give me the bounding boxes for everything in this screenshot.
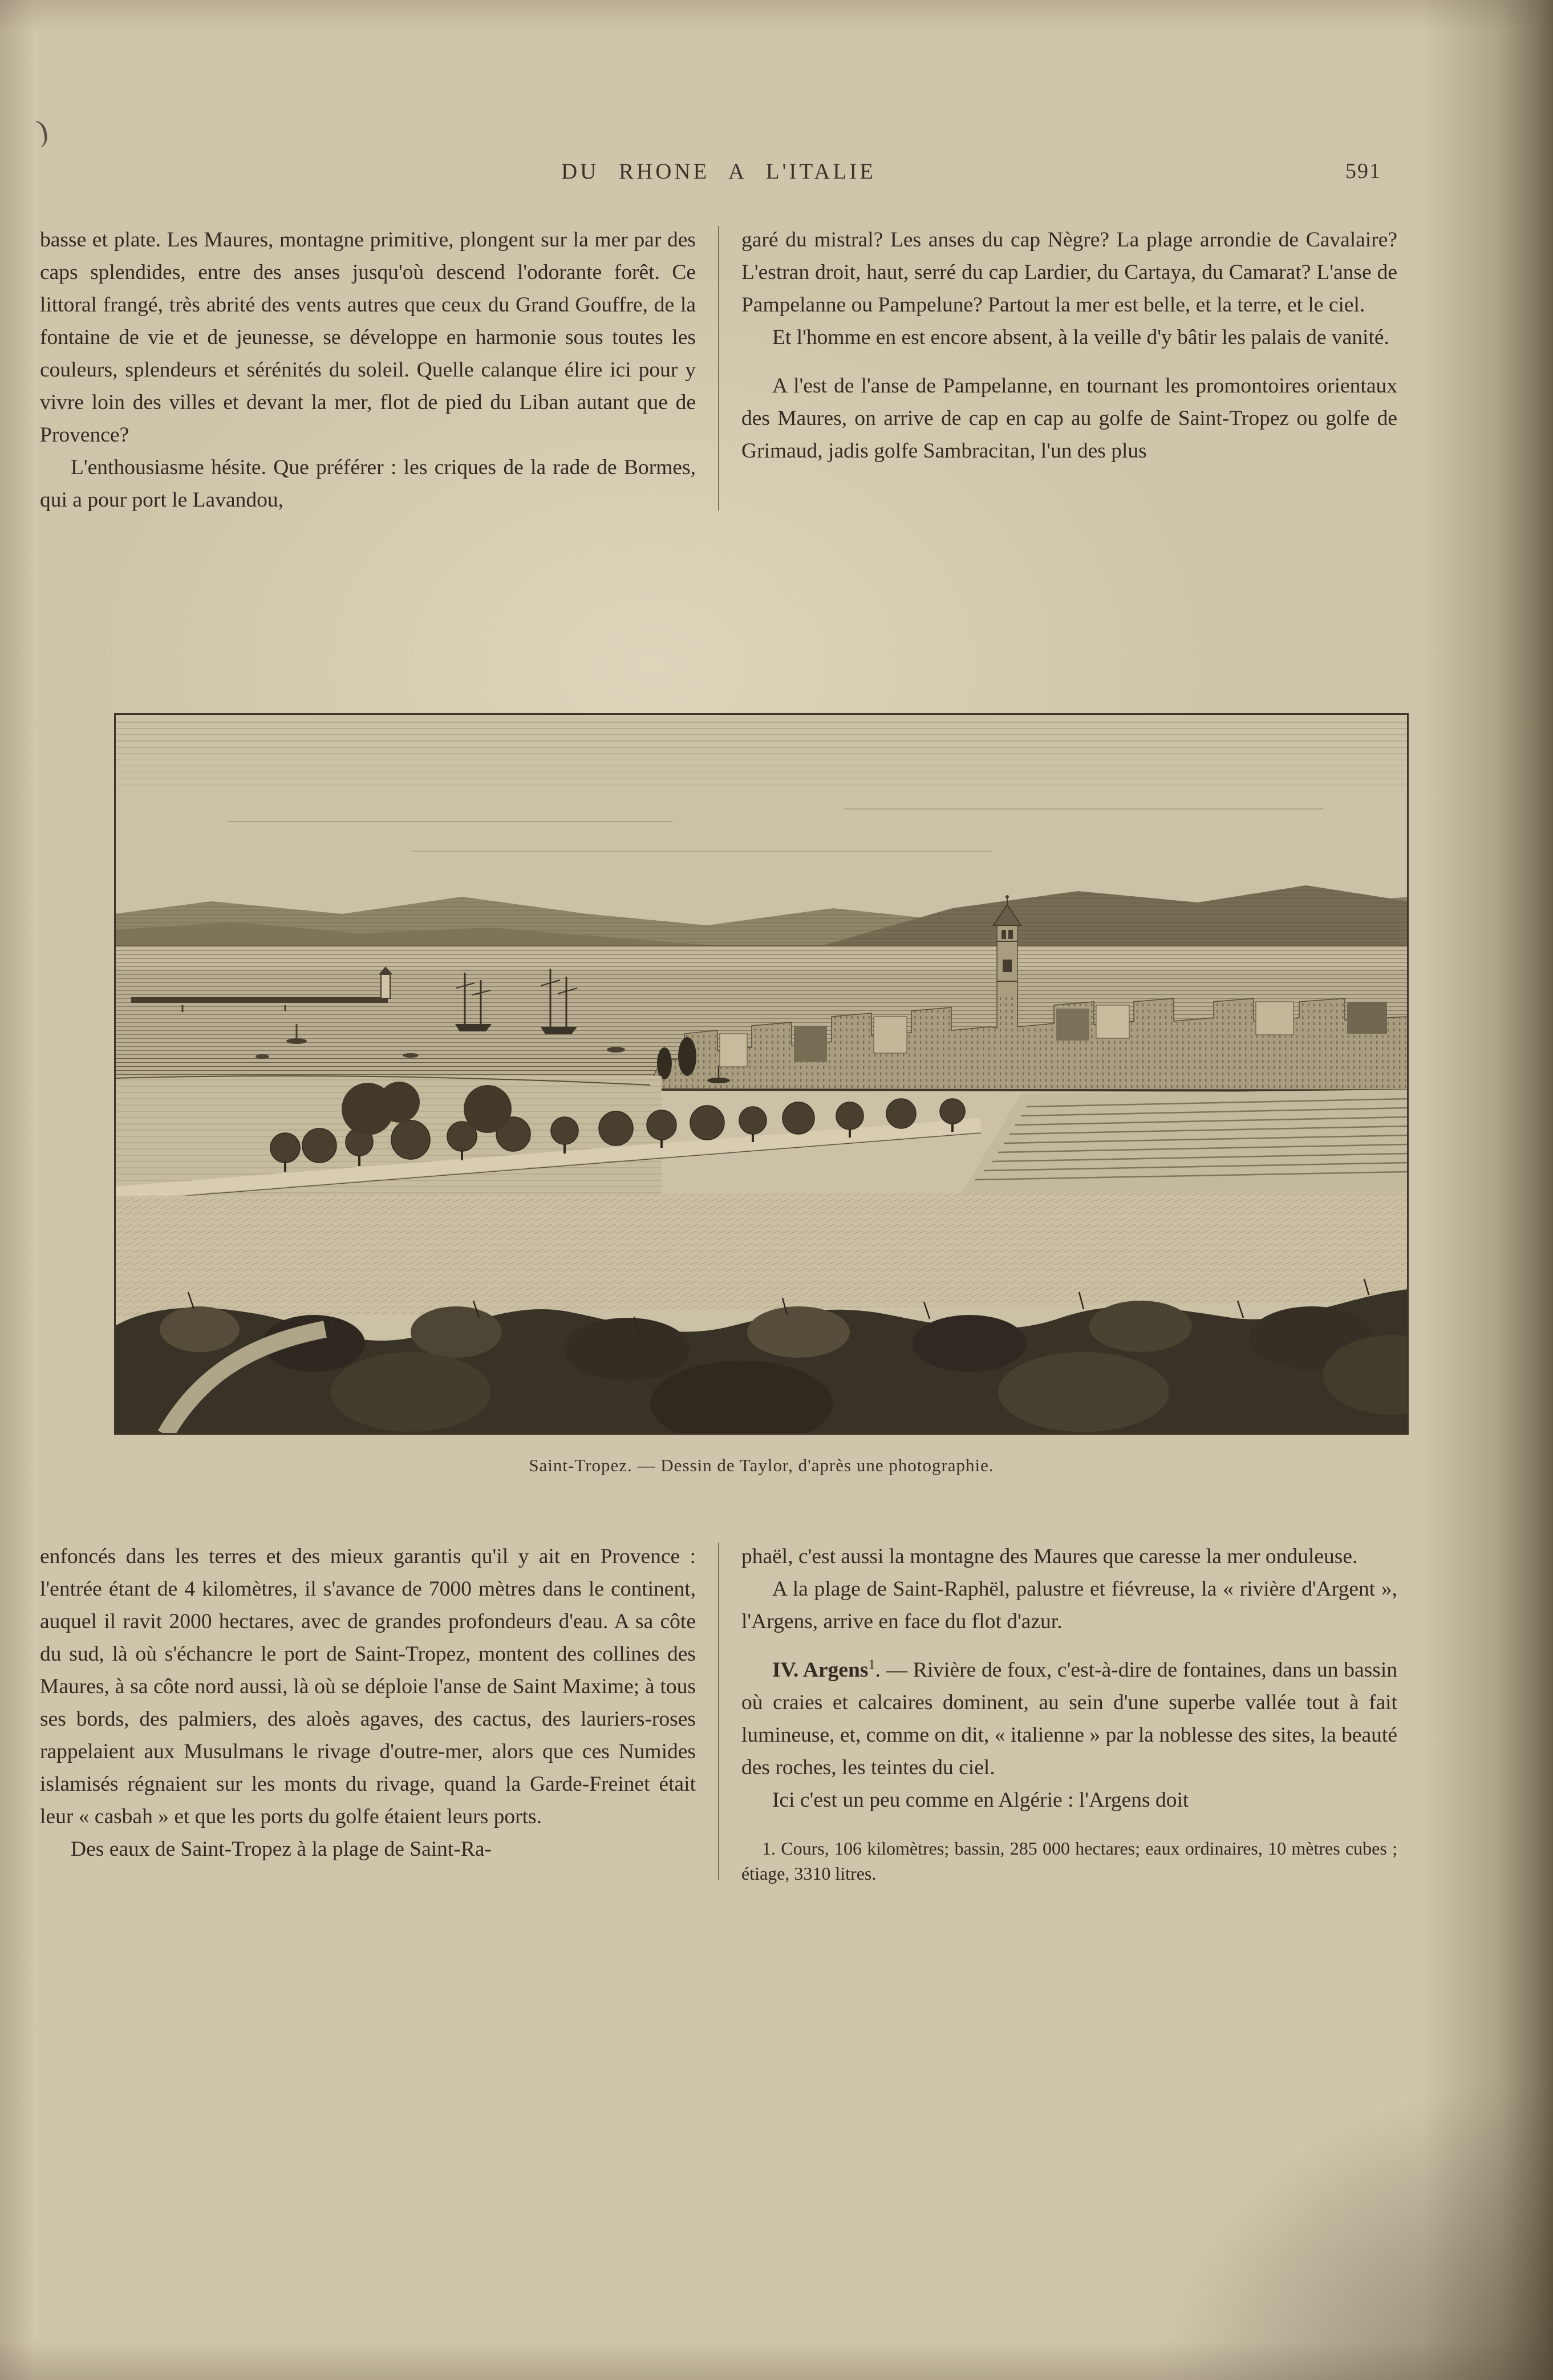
- page-number: 591: [1345, 159, 1381, 183]
- page-header: [40, 159, 1397, 193]
- paragraph: Et l'homme en est encore absent, à la veille d'y bâtir les palais de vanité.: [772, 326, 1389, 349]
- footnote-reference: 1: [868, 1657, 875, 1673]
- paragraph: basse et plate. Les Maures, montagne primitive, plongent sur la mer par des caps splendides, entre des anses jusqu'où descend l'odorante forêt. Ce littoral frangé, très abrité des vents autres que ceux du Grand Gouffre, de la fontaine de vie et de jeunesse, se développe en harmonie sous toutes les couleurs, splendeurs et sérénités du soleil. Quelle calanque élire ici pour y vivre loin des villes et devant la mer, flot de pied du Liban autant que de Provence?: [40, 228, 696, 447]
- top-left-column: [40, 224, 696, 516]
- bottom-left-column: [40, 1540, 696, 1886]
- figure-saint-tropez: [114, 713, 1409, 1476]
- paragraph: enfoncés dans les terres et des mieux garantis qu'il y ait en Provence : l'entrée étant de 4 kilomètres, il s'avance de 7000 mètres dans le continent, auquel il ravit 2000 hectares, avec de grandes profondeurs d'eau. A sa côte du sud, là où s'échancre le port de Saint-Tropez, montent des collines des Maures, à sa côte nord aussi, là où se déploie l'anse de Saint Maxime; à tous ses bords, des palmiers, des aloès agaves, des cactus, des lauriers-roses rappelaient aux Musulmans le rivage d'outre-mer, alors que ces Numides islamisés régnaient sur les monts du rivage, quand la Garde-Freinet était leur « casbah » et que les ports du golfe étaient leurs ports.: [40, 1545, 696, 1828]
- ink-mark: ): [34, 114, 51, 148]
- paragraph: garé du mistral? Les anses du cap Nègre? La plage arrondie de Cavalaire? L'estran droit, haut, serré du cap Lardier, du Cartaya, du Camarat? L'anse de Pampelanne ou Pampelune? Partout la mer est belle, et la terre, et le ciel.: [741, 228, 1397, 317]
- section-heading: IV. Argens: [772, 1658, 869, 1682]
- paragraph: Des eaux de Saint-Tropez à la plage de Saint-Ra-: [71, 1837, 492, 1861]
- saint-tropez-engraving: [114, 713, 1409, 1435]
- paragraph: phaël, c'est aussi la montagne des Maures que caresse la mer onduleuse.: [741, 1545, 1358, 1568]
- running-title: DU RHONE A L'ITALIE: [561, 159, 877, 184]
- paragraph: A la plage de Saint-Raphël, palustre et fiévreuse, la « rivière d'Argent », l'Argens, arrive en face du flot d'azur.: [741, 1577, 1397, 1633]
- bottom-right-column: [741, 1540, 1397, 1886]
- top-text-section: [40, 224, 1397, 516]
- top-right-column: [741, 224, 1397, 516]
- section-text: . — Rivière de foux, c'est-à-dire de fontaines, dans un bassin où craies et calcaires dominent, au sein d'une superbe vallée tout à fait lumineuse, et, comme on dit, « italienne » par la noblesse des sites, la beauté des roches, les teintes du ciel.: [741, 1658, 1398, 1779]
- column-divider: [718, 1543, 719, 1880]
- bottom-text-section: [40, 1540, 1397, 1886]
- paragraph: Ici c'est un peu comme en Algérie : l'Argens doit: [772, 1788, 1189, 1812]
- section-paragraph: [741, 1654, 1397, 1784]
- footnote: 1. Cours, 106 kilomètres; bassin, 285 000 hectares; eaux ordinaires, 10 mètres cubes ; étiage, 3310 litres.: [741, 1838, 1397, 1884]
- column-divider: [718, 226, 719, 511]
- paragraph: L'enthousiasme hésite. Que préférer : les criques de la rade de Bormes, qui a pour port le Lavandou,: [40, 456, 696, 512]
- figure-caption: Saint-Tropez. — Dessin de Taylor, d'après une photographie.: [529, 1455, 994, 1475]
- paragraph: A l'est de l'anse de Pampelanne, en tournant les promontoires orientaux des Maures, on arrive de cap en cap au golfe de Saint-Tropez ou golfe de Grimaud, jadis golfe Sambracitan, l'un des plus: [741, 374, 1397, 463]
